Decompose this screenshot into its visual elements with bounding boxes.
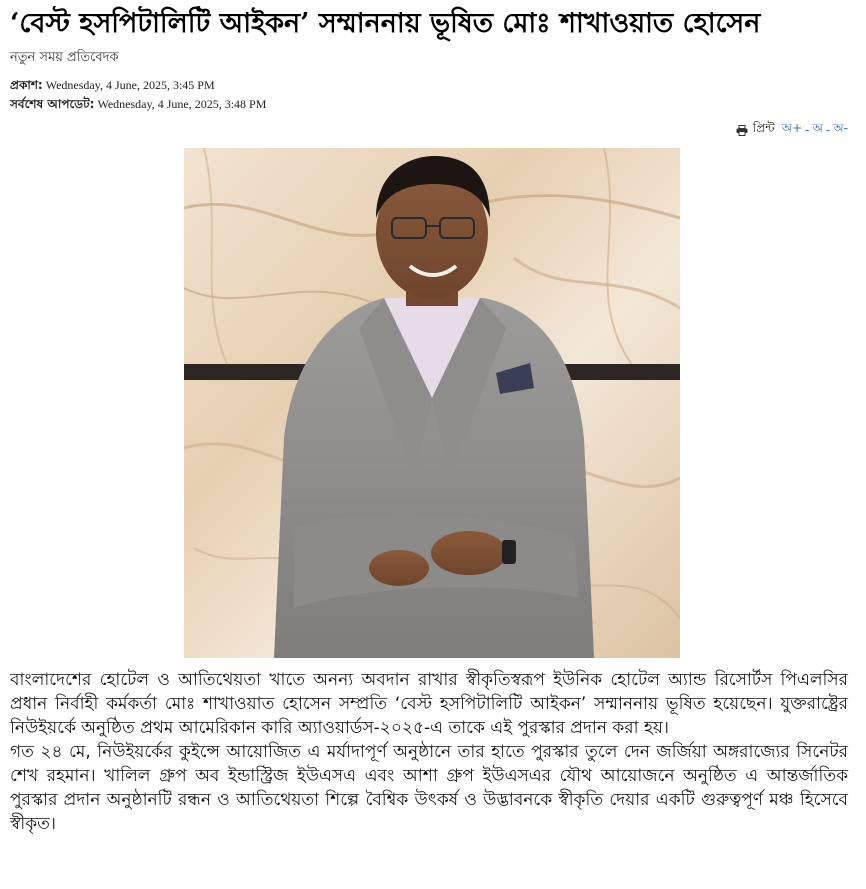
updated-value: Wednesday, 4 June, 2025, 3:48 PM [97, 97, 267, 111]
font-default-button[interactable]: অ [812, 121, 823, 135]
published-value: Wednesday, 4 June, 2025, 3:45 PM [45, 78, 215, 92]
printer-icon[interactable] [736, 125, 748, 136]
article-photo [184, 148, 680, 658]
font-decrease-button[interactable]: অ- [833, 121, 848, 135]
tool-separator: - [825, 123, 831, 137]
published-label: প্রকাশ: [10, 78, 43, 92]
article-headline: ‘বেস্ট হসপিটালিটি আইকন’ সম্মাননায় ভূষিত মোঃ শাখাওয়াত হোসেন [10, 8, 761, 39]
article-paragraph: গত ২৪ মে, নিউইয়র্কের কুইন্সে আয়োজিত এ মর্যাদাপূর্ণ অনুষ্ঠানে তার হাতে পুরস্কার তুলে দেন জর্জিয়া অঙ্গরাজ্যের সিনেটর শেখ রহমান। খালিল গ্রুপ অব ইন্ডাস্ট্রিজ ইউএসএ এবং আশা গ্রুপ ইউএসএর যৌথ আয়োজনে অনুষ্ঠিত এ আন্তর্জাতিক পুরস্কার প্রদান অনুষ্ঠানটি রন্ধন ও আতিথেয়তা শিল্পে বৈশ্বিক উৎকর্ষ ও উদ্ভাবনকে স্বীকৃতি দেয়ার একটি গুরুত্বপূর্ণ মঞ্চ হিসেবে স্বীকৃত। [10, 742, 848, 834]
article-paragraph: বাংলাদেশের হোটেল ও আতিথেয়তা খাতে অনন্য অবদান রাখার স্বীকৃতিস্বরূপ ইউনিক হোটেল অ্যান্ড রিসোর্টস পিএলসির প্রধান নির্বাহী কর্মকর্তা মোঃ শাখাওয়াত হোসেন সম্প্রতি ‘বেস্ট হসপিটালিটি আইকন’ সম্মাননায় ভূষিত হয়েছেন। যুক্তরাষ্ট্রের নিউইয়র্কে অনুষ্ঠিত প্রথম আমেরিকান কারি অ্যাওয়ার্ডস-২০২৫-এ তাকে এই পুরস্কার প্রদান করা হয়। [10, 670, 848, 738]
published-meta [10, 77, 215, 97]
updated-label: সর্বশেষ আপডেট: [10, 97, 95, 111]
tool-separator: - [805, 123, 810, 137]
portrait-illustration [184, 148, 680, 658]
print-link[interactable]: প্রিন্ট [752, 121, 775, 135]
font-increase-button[interactable]: অ+ [781, 121, 803, 135]
article-body [10, 668, 848, 836]
reporter-byline: নতুন সময় প্রতিবেদক [10, 50, 119, 65]
article-tools [736, 120, 848, 140]
updated-meta [10, 96, 266, 116]
